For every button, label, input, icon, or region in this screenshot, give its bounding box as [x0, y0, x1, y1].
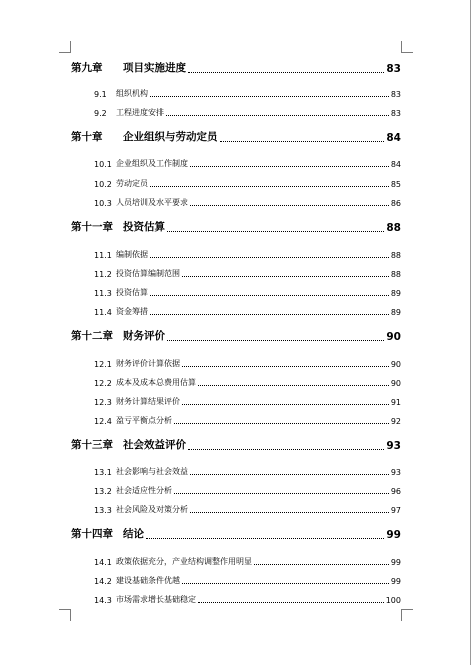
toc-chapter-entry[interactable]	[71, 438, 401, 452]
toc-page-number: 83	[390, 109, 401, 118]
toc-entry-number: 9.2	[94, 109, 107, 118]
toc-dot-leader	[188, 71, 384, 73]
toc-page-number: 90	[390, 379, 401, 388]
toc-chapter-entry[interactable]	[71, 329, 401, 343]
toc-entry-title: 社会影响与社会效益	[116, 467, 188, 476]
toc-entry-title: 投资估算	[116, 288, 148, 297]
toc-dot-leader	[150, 95, 389, 97]
toc-section-entry[interactable]	[94, 484, 401, 496]
crop-mark-bottom-left	[59, 609, 71, 621]
toc-section-entry[interactable]	[94, 574, 401, 586]
toc-dot-leader	[146, 537, 384, 539]
toc-section-entry[interactable]	[94, 106, 401, 118]
toc-entry-number: 12.2	[94, 379, 112, 388]
toc-entry-title: 企业组织及工作制度	[116, 159, 188, 168]
toc-entry-number: 13.3	[94, 506, 112, 515]
toc-section-entry[interactable]	[94, 305, 401, 317]
toc-entry-title: 组织机构	[116, 89, 148, 98]
toc-entry-title: 财务计算结果评价	[116, 397, 180, 406]
toc-entry-number: 11.3	[94, 289, 112, 298]
toc-entry-number: 14.3	[94, 596, 112, 605]
crop-mark-top-left	[59, 41, 71, 53]
toc-page-number: 85	[390, 180, 401, 189]
toc-page-number: 88	[386, 222, 401, 234]
toc-entry-number: 9.1	[94, 90, 107, 99]
toc-page-number: 84	[386, 132, 401, 144]
toc-entry-number: 12.1	[94, 360, 112, 369]
toc-dot-leader	[167, 230, 384, 232]
toc-entry-number: 第十一章	[71, 221, 113, 233]
toc-page-number: 93	[390, 468, 401, 477]
toc-section-entry[interactable]	[94, 376, 401, 388]
toc-chapter-entry[interactable]	[71, 61, 401, 75]
toc-page-number: 99	[386, 529, 401, 541]
toc-chapter-entry[interactable]	[71, 220, 401, 234]
toc-dot-leader	[190, 165, 389, 167]
toc-page-number: 96	[390, 487, 401, 496]
toc-entry-title: 结论	[123, 528, 144, 540]
crop-mark-bottom-right	[401, 609, 413, 621]
toc-dot-leader	[190, 473, 389, 475]
toc-entry-title: 建设基础条件优越	[116, 576, 180, 585]
toc-entry-number: 12.3	[94, 398, 112, 407]
toc-dot-leader	[182, 365, 389, 367]
toc-page-number: 83	[390, 90, 401, 99]
toc-entry-number: 12.4	[94, 417, 112, 426]
toc-dot-leader	[167, 339, 384, 341]
toc-page-number: 93	[386, 440, 401, 452]
toc-entry-title: 劳动定员	[116, 179, 148, 188]
toc-page-number: 88	[390, 270, 401, 279]
toc-entry-title: 财务评价	[123, 330, 165, 342]
toc-page-number: 84	[390, 160, 401, 169]
toc-entry-number: 第十二章	[71, 330, 113, 342]
toc-section-entry[interactable]	[94, 157, 401, 169]
toc-entry-title: 社会风险及对策分析	[116, 505, 188, 514]
toc-section-entry[interactable]	[94, 267, 401, 279]
toc-dot-leader	[182, 582, 389, 584]
toc-dot-leader	[174, 422, 389, 424]
toc-entry-number: 第十三章	[71, 439, 113, 451]
toc-entry-number: 13.1	[94, 468, 112, 477]
toc-entry-number: 10.3	[94, 199, 112, 208]
toc-page-number: 89	[390, 308, 401, 317]
toc-entry-title: 财务评价计算依据	[116, 359, 180, 368]
toc-dot-leader	[166, 114, 389, 116]
toc-dot-leader	[188, 448, 384, 450]
toc-dot-leader	[182, 403, 389, 405]
crop-mark-top-right	[401, 41, 413, 53]
toc-section-entry[interactable]	[94, 414, 401, 426]
toc-entry-title: 工程进度安排	[116, 108, 164, 117]
toc-section-entry[interactable]	[94, 395, 401, 407]
toc-page-number: 86	[390, 199, 401, 208]
toc-dot-leader	[182, 275, 389, 277]
toc-page-number: 89	[390, 289, 401, 298]
toc-section-entry[interactable]	[94, 357, 401, 369]
toc-section-entry[interactable]	[94, 503, 401, 515]
toc-dot-leader	[254, 563, 389, 565]
toc-entry-number: 第十章	[71, 131, 103, 143]
toc-entry-title: 资金筹措	[116, 307, 148, 316]
toc-page-number: 88	[390, 251, 401, 260]
toc-dot-leader	[198, 601, 384, 603]
toc-section-entry[interactable]	[94, 248, 401, 260]
toc-entry-title: 社会适应性分析	[116, 486, 172, 495]
toc-entry-number: 13.2	[94, 487, 112, 496]
toc-entry-number: 14.2	[94, 577, 112, 586]
toc-entry-title: 成本及成本总费用估算	[116, 378, 196, 387]
toc-dot-leader	[220, 140, 385, 142]
toc-chapter-entry[interactable]	[71, 527, 401, 541]
toc-page-number: 83	[386, 63, 401, 75]
toc-dot-leader	[150, 294, 389, 296]
toc-page-number: 100	[385, 596, 401, 605]
toc-section-entry[interactable]	[94, 465, 401, 477]
toc-entry-title: 市场需求增长基础稳定	[116, 595, 196, 604]
toc-entry-title: 编制依据	[116, 250, 148, 259]
toc-entry-number: 14.1	[94, 558, 112, 567]
toc-section-entry[interactable]	[94, 87, 401, 99]
toc-dot-leader	[198, 384, 389, 386]
toc-dot-leader	[150, 256, 389, 258]
toc-entry-title: 企业组织与劳动定员	[123, 131, 218, 143]
toc-section-entry[interactable]	[94, 593, 401, 605]
toc-page-number: 90	[390, 360, 401, 369]
toc-entry-number: 第九章	[71, 62, 103, 74]
toc-section-entry[interactable]	[94, 286, 401, 298]
toc-entry-title: 人员培训及水平要求	[116, 198, 188, 207]
toc-page-number: 91	[390, 398, 401, 407]
toc-entry-title: 投资估算编制范围	[116, 269, 180, 278]
toc-section-entry[interactable]	[94, 555, 401, 567]
toc-chapter-entry[interactable]	[71, 130, 401, 144]
toc-entry-number: 11.1	[94, 251, 112, 260]
toc-page-number: 90	[386, 331, 401, 343]
toc-entry-title: 投资估算	[123, 221, 165, 233]
toc-section-entry[interactable]	[94, 177, 401, 189]
toc-dot-leader	[190, 511, 389, 513]
toc-page-number: 99	[390, 577, 401, 586]
toc-entry-number: 11.2	[94, 270, 112, 279]
toc-entry-number: 11.4	[94, 308, 112, 317]
toc-entry-title: 社会效益评价	[123, 439, 186, 451]
toc-entry-number: 10.2	[94, 180, 112, 189]
toc-dot-leader	[174, 492, 389, 494]
toc-entry-title: 盈亏平衡点分析	[116, 416, 172, 425]
toc-dot-leader	[150, 185, 389, 187]
toc-dot-leader	[150, 313, 389, 315]
toc-entry-title: 项目实施进度	[123, 62, 186, 74]
toc-entry-title: 政策依据充分，产业结构调整作用明显	[116, 557, 252, 566]
toc-entry-number: 10.1	[94, 160, 112, 169]
toc-entry-number: 第十四章	[71, 528, 113, 540]
toc-page-number: 92	[390, 417, 401, 426]
toc-page-number: 97	[390, 506, 401, 515]
toc-page-number: 99	[390, 558, 401, 567]
toc-section-entry[interactable]	[94, 196, 401, 208]
toc-dot-leader	[190, 204, 389, 206]
